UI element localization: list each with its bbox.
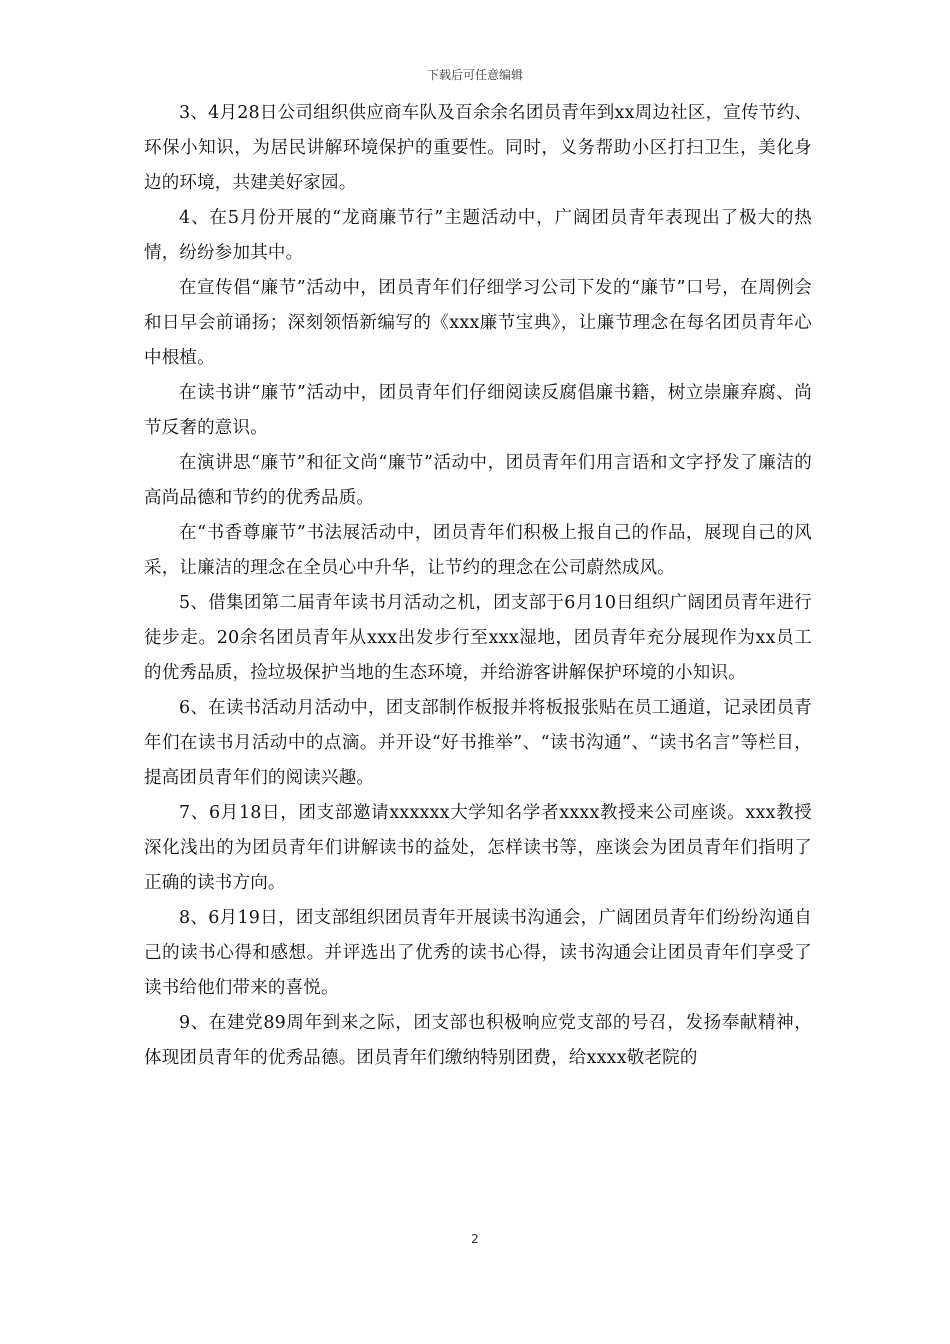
page-header: 下载后可任意编辑 xyxy=(426,68,523,82)
paragraph-7: 5、借集团第二届青年读书月活动之机，团支部于6月10日组织广阔团员青年进行徒步走。20余名团员青年从xxx出发步行至xxx湿地，团员青年充分展现作为xx员工的优秀品质，捡垃圾保护当地的生态环境，并给游客讲解保护环境的小知识。 xyxy=(144,593,812,683)
paragraph-2: 4、在5月份开展的“龙商廉节行”主题活动中，广阔团员青年表现出了极大的热情，纷纷参加其中。 xyxy=(144,208,812,263)
paragraph-10: 8、6月19日，团支部组织团员青年开展读书沟通会，广阔团员青年们纷纷沟通自己的读书心得和感想。并评选出了优秀的读书心得，读书沟通会让团员青年们享受了读书给他们带来的喜悦。 xyxy=(144,908,812,998)
page-number: 2 xyxy=(471,1232,479,1246)
paragraph-5: 在演讲思“廉节”和征文尚“廉节”活动中，团员青年们用言语和文字抒发了廉洁的高尚品德和节约的优秀品质。 xyxy=(144,453,812,508)
paragraph-3: 在宣传倡“廉节”活动中，团员青年们仔细学习公司下发的“廉节”口号，在周例会和日早会前诵扬；深刻领悟新编写的《xxx廉节宝典》，让廉节理念在每名团员青年心中根植。 xyxy=(144,278,812,368)
paragraph-6: 在“书香尊廉节”书法展活动中，团员青年们积极上报自己的作品，展现自己的风采，让廉洁的理念在全员心中升华，让节约的理念在公司蔚然成风。 xyxy=(144,523,812,578)
paragraph-1: 3、4月28日公司组织供应商车队及百余余名团员青年到xx周边社区，宣传节约、环保小知识，为居民讲解环境保护的重要性。同时，义务帮助小区打扫卫生，美化身边的环境，共建美好家园。 xyxy=(144,103,812,193)
document-body xyxy=(144,96,812,1076)
paragraph-8: 6、在读书活动月活动中，团支部制作板报并将板报张贴在员工通道，记录团员青年们在读书月活动中的点滴。并开设“好书推举”、“读书沟通”、“读书名言”等栏目，提高团员青年们的阅读兴趣。 xyxy=(144,698,812,788)
paragraph-4: 在读书讲“廉节”活动中，团员青年们仔细阅读反腐倡廉书籍，树立崇廉弃腐、尚节反奢的意识。 xyxy=(144,383,812,438)
paragraph-9: 7、6月18日，团支部邀请xxxxxx大学知名学者xxxx教授来公司座谈。xxx教授深化浅出的为团员青年们讲解读书的益处，怎样读书等，座谈会为团员青年们指明了正确的读书方向。 xyxy=(144,803,812,893)
paragraph-11: 9、在建党89周年到来之际，团支部也积极响应党支部的号召，发扬奉献精神，体现团员青年的优秀品德。团员青年们缴纳特别团费，给xxxx敬老院的 xyxy=(144,1013,812,1068)
